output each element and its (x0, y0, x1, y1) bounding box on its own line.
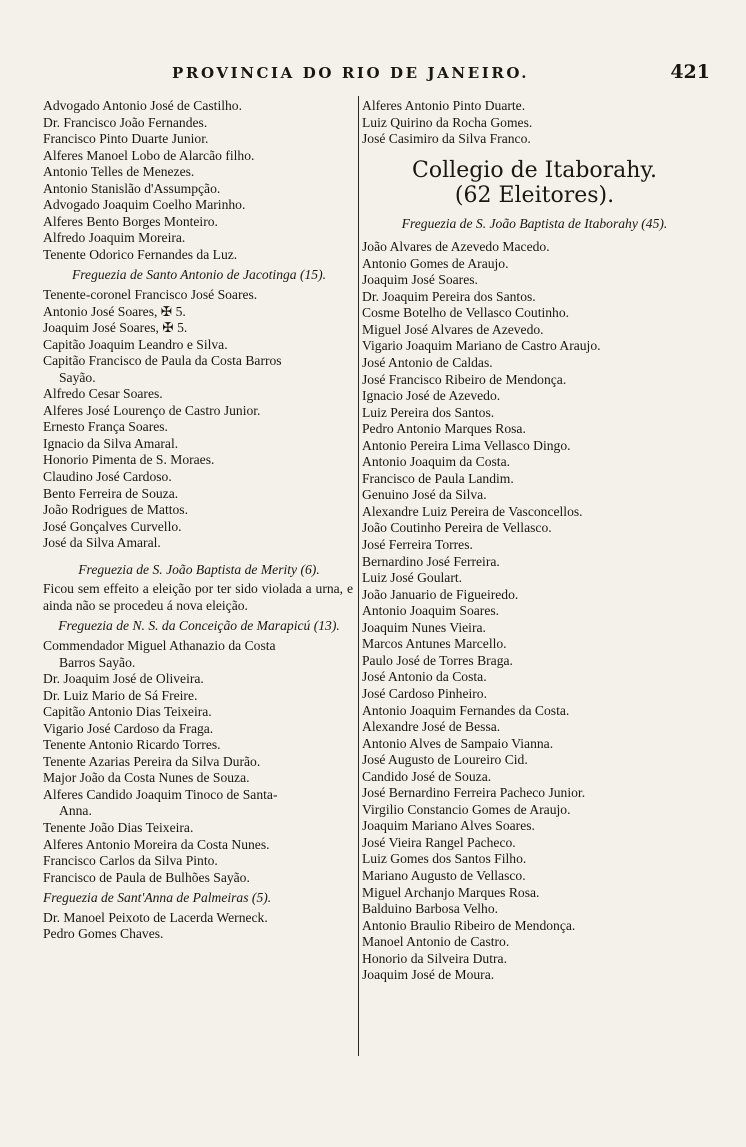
list-item: Balduino Barbosa Velho. (362, 901, 499, 917)
list-item: Dr. Manoel Peixoto de Lacerda Werneck. (43, 909, 268, 925)
list-item: Bento Ferreira de Souza. (43, 485, 179, 501)
merity-note: Ficou sem effeito a eleição por ter sido violada a urna, e ainda não se procedeu á nova eleição. (43, 581, 353, 613)
list-item: José Vieira Rangel Pacheco. (362, 834, 516, 850)
list-item: Capitão Joaquim Leandro e Silva. (43, 336, 228, 352)
list-item-continuation: Anna. (59, 803, 92, 819)
elector-list-top (43, 98, 355, 263)
elector-list-palmeiras (43, 910, 355, 943)
list-item: Major João da Costa Nunes de Souza. (43, 770, 250, 786)
list-item: Tenente Antonio Ricardo Torres. (43, 737, 221, 753)
list-item: Bernardino José Ferreira. (362, 553, 500, 569)
list-item: Pedro Antonio Marques Rosa. (362, 421, 526, 437)
list-item: Antonio Joaquim Soares. (362, 603, 500, 619)
list-item: Francisco Pinto Duarte Junior. (43, 131, 209, 147)
list-item: Joaquim Mariano Alves Soares. (362, 818, 535, 834)
list-item: José Antonio da Costa. (362, 669, 487, 685)
list-item: Virgilio Constancio Gomes de Araujo. (362, 801, 571, 817)
list-item: Miguel Archanjo Marques Rosa. (362, 884, 540, 900)
list-item-continuation: Barros Sayão. (59, 654, 136, 670)
list-item: Antonio Telles de Menezes. (43, 164, 195, 180)
list-item: Joaquim José de Moura. (362, 967, 495, 983)
list-item: Candido José de Souza. (362, 768, 492, 784)
list-item: Alfredo Joaquim Moreira. (43, 230, 186, 246)
list-item: Capitão Francisco de Paula da Costa Barros (43, 353, 282, 369)
list-item: José Cardoso Pinheiro. (362, 685, 487, 701)
list-item: José da Silva Amaral. (43, 535, 161, 551)
list-item: Advogado Antonio José de Castilho. (43, 98, 242, 113)
list-item: Alexandre José de Bessa. (362, 719, 501, 735)
section-heading-palmeiras: Freguezia de Sant'Anna de Palmeiras (5). (43, 890, 272, 906)
list-item: Vigario José Cardoso da Fraga. (43, 720, 214, 736)
list-item: Luiz José Goulart. (362, 570, 463, 586)
list-item: Antonio Pereira Lima Vellasco Dingo. (362, 437, 571, 453)
list-item: Antonio Stanislão d'Assumpção. (43, 180, 221, 196)
list-item: José Bernardino Ferreira Pacheco Junior. (362, 785, 586, 801)
section-heading-merity: Freguezia de S. João Baptista de Merity (6). (78, 561, 320, 577)
list-item: Paulo José de Torres Braga. (362, 652, 513, 668)
list-item: Honorio da Silveira Dutra. (362, 950, 507, 966)
list-item: Francisco de Paula de Bulhões Sayão. (43, 869, 250, 885)
list-item: Honorio Pimenta de S. Moraes. (43, 452, 215, 468)
list-item: Francisco Carlos da Silva Pinto. (43, 853, 218, 869)
list-item-continuation: Sayão. (59, 369, 96, 385)
list-item: Antonio Gomes de Araujo. (362, 255, 509, 271)
list-item: Commendador Miguel Athanazio da Costa (43, 637, 276, 653)
list-item: Claudino José Cardoso. (43, 469, 172, 485)
list-item: Tenente-coronel Francisco José Soares. (43, 287, 258, 303)
list-item: Dr. Luiz Mario de Sá Freire. (43, 687, 198, 703)
list-item: Alferes Manoel Lobo de Alarcão filho. (43, 147, 255, 163)
list-item: José Augusto de Loureiro Cid. (362, 752, 528, 768)
list-item: Francisco de Paula Landim. (362, 470, 514, 486)
list-item: Ignacio José de Azevedo. (362, 388, 501, 404)
list-item: Manoel Antonio de Castro. (362, 934, 510, 950)
list-item: Ernesto França Soares. (43, 419, 168, 435)
list-item: Alexandre Luiz Pereira de Vasconcellos. (362, 503, 583, 519)
list-item: Cosme Botelho de Vellasco Coutinho. (362, 305, 570, 321)
list-item: José Gonçalves Curvello. (43, 518, 182, 534)
list-item: Alferes Antonio Moreira da Costa Nunes. (43, 836, 270, 852)
list-item: Dr. Joaquim José de Oliveira. (43, 671, 204, 687)
list-item: José Antonio de Caldas. (362, 355, 493, 371)
list-item: João Januario de Figueiredo. (362, 586, 519, 602)
list-item: Pedro Gomes Chaves. (43, 926, 164, 942)
list-item: Antonio Alves de Sampaio Vianna. (362, 735, 554, 751)
list-item: Advogado Joaquim Coelho Marinho. (43, 197, 246, 213)
list-item: Alfredo Cesar Soares. (43, 386, 163, 402)
college-title: Collegio de Itaborahy. (412, 157, 657, 183)
list-item: José Casimiro da Silva Franco. (362, 131, 531, 147)
list-item: Tenente Azarias Pereira da Silva Durão. (43, 753, 261, 769)
elector-list-itaborahy (362, 235, 707, 984)
elector-list-top-right (362, 98, 707, 148)
list-item: Mariano Augusto de Vellasco. (362, 867, 526, 883)
list-item: Antonio Joaquim da Costa. (362, 454, 511, 470)
list-item: Dr. Joaquim Pereira dos Santos. (362, 288, 536, 304)
list-item: Ignacio da Silva Amaral. (43, 435, 179, 451)
list-item: José Francisco Ribeiro de Mendonça. (362, 371, 567, 387)
list-item: Tenente Odorico Fernandes da Luz. (43, 246, 238, 262)
section-heading-jacotinga: Freguezia de Santo Antonio de Jacotinga (15). (71, 267, 327, 283)
list-item: Alferes Candido Joaquim Tinoco de Santa- (43, 786, 278, 802)
page-number: 421 (670, 61, 710, 83)
list-item: José Ferreira Torres. (362, 537, 473, 553)
list-item: Luiz Pereira dos Santos. (362, 404, 495, 420)
list-item: Antonio José Soares, ✠ 5. (43, 303, 186, 319)
list-item: João Coutinho Pereira de Vellasco. (362, 520, 552, 536)
list-item: Alferes Bento Borges Monteiro. (43, 213, 218, 229)
column-divider (358, 96, 359, 1056)
page-header (40, 61, 710, 90)
section-heading-itaborahy: Freguezia de S. João Baptista de Itaborahy (45). (401, 215, 668, 231)
list-item: Genuino José da Silva. (362, 487, 487, 503)
list-item: Joaquim José Soares, ✠ 5. (43, 320, 188, 336)
list-item: João Alvares de Azevedo Macedo. (362, 239, 550, 255)
list-item: Luiz Quirino da Rocha Gomes. (362, 114, 533, 130)
section-heading-marapicu: Freguezia de N. S. da Conceição de Marapicú (13). (58, 618, 340, 634)
list-item: Alferes José Lourenço de Castro Junior. (43, 402, 261, 418)
list-item: Antonio Joaquim Fernandes da Costa. (362, 702, 570, 718)
list-item: Joaquim Nunes Vieira. (362, 619, 486, 635)
elector-list-jacotinga (43, 287, 355, 552)
running-title: PROVINCIA DO RIO DE JANEIRO. (172, 64, 530, 82)
elector-list-marapicu (43, 638, 355, 886)
list-item: Capitão Antonio Dias Teixeira. (43, 704, 212, 720)
list-item: Marcos Antunes Marcello. (362, 636, 507, 652)
list-item: Alferes Antonio Pinto Duarte. (362, 98, 526, 113)
list-item: Joaquim José Soares. (362, 272, 478, 288)
list-item: Luiz Gomes dos Santos Filho. (362, 851, 527, 867)
right-column (362, 98, 707, 984)
list-item: Miguel José Alvares de Azevedo. (362, 321, 544, 337)
left-column (43, 98, 355, 943)
college-subtitle: (62 Eleitores). (454, 182, 615, 208)
list-item: Vigario Joaquim Mariano de Castro Araujo. (362, 338, 601, 354)
list-item: Dr. Francisco João Fernandes. (43, 114, 208, 130)
list-item: Antonio Braulio Ribeiro de Mendonça. (362, 917, 576, 933)
list-item: Tenente João Dias Teixeira. (43, 819, 194, 835)
list-item: João Rodrigues de Mattos. (43, 502, 188, 518)
